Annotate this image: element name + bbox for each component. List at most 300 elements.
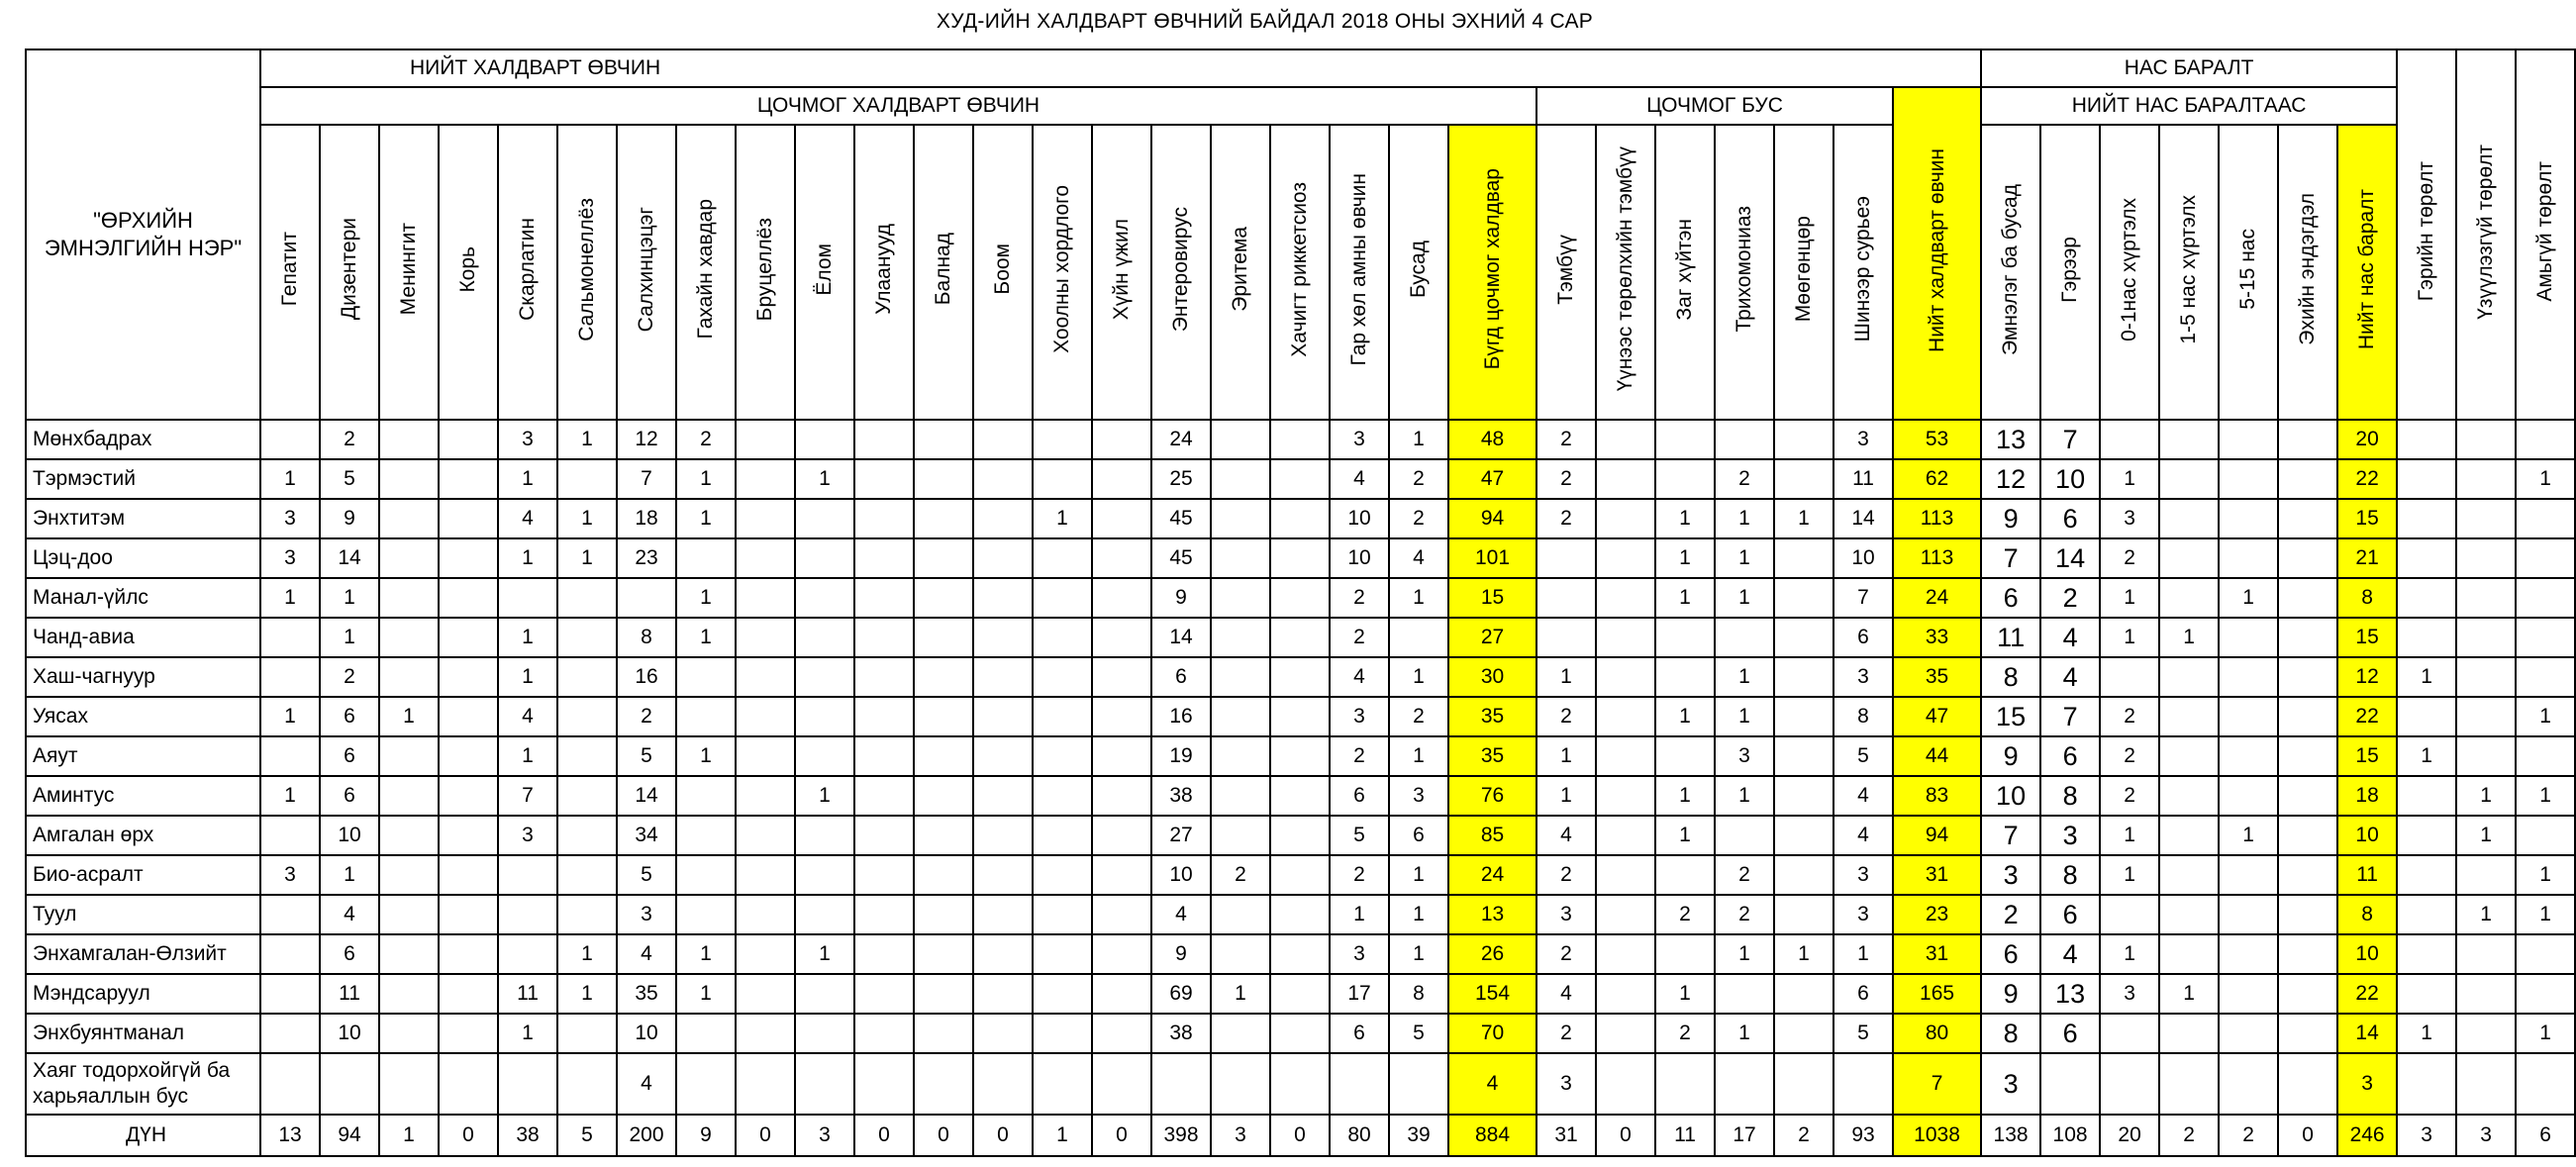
table-cell: [439, 499, 498, 538]
table-cell: 3: [1833, 855, 1893, 895]
table-cell: 34: [617, 816, 676, 855]
table-cell: 5: [557, 1115, 617, 1156]
table-cell: 3: [498, 420, 557, 459]
column-header: [973, 125, 1033, 420]
table-cell: [1655, 934, 1715, 974]
table-cell: [854, 736, 914, 776]
table-cell: 1: [557, 538, 617, 578]
table-cell: [2516, 1053, 2575, 1115]
table-cell: 7: [498, 776, 557, 816]
table-cell: 9: [320, 499, 379, 538]
hospital-name: Энхбуянтманал: [26, 1014, 260, 1053]
table-cell: 1: [1389, 420, 1448, 459]
table-cell: 4: [1389, 538, 1448, 578]
table-cell: [2219, 459, 2278, 499]
table-cell: 17: [1715, 1115, 1774, 1156]
table-cell: [1596, 934, 1655, 974]
hospital-name: Био-асралт: [26, 855, 260, 895]
table-cell: 31: [1536, 1115, 1596, 1156]
table-cell: [439, 538, 498, 578]
table-cell: [1330, 1053, 1389, 1115]
table-cell: 4: [1833, 816, 1893, 855]
table-cell: 2: [1655, 1014, 1715, 1053]
table-cell: 2: [1536, 459, 1596, 499]
table-cell: [914, 697, 973, 736]
table-cell: [1596, 855, 1655, 895]
table-cell: [379, 538, 439, 578]
column-header-label: Салхинцэцэг: [635, 206, 657, 333]
table-cell: 1: [2516, 697, 2575, 736]
table-cell: [2456, 855, 2516, 895]
table-cell: [1092, 459, 1151, 499]
table-cell: 6: [1330, 776, 1389, 816]
table-cell: 45: [1151, 499, 1211, 538]
table-cell: [2397, 459, 2456, 499]
table-cell: [1270, 459, 1330, 499]
table-cell: [557, 855, 617, 895]
table-cell: 9: [1981, 499, 2040, 538]
table-cell: 15: [1981, 697, 2040, 736]
table-cell: [498, 895, 557, 934]
table-cell: 7: [1833, 578, 1893, 618]
hospital-name: Мөнхбадрах: [26, 420, 260, 459]
table-cell: [379, 1053, 439, 1115]
table-cell: [1270, 776, 1330, 816]
table-cell: 10: [1981, 776, 2040, 816]
table-cell: 2: [2159, 1115, 2219, 1156]
table-cell: 8: [1981, 657, 2040, 697]
column-header: [676, 125, 736, 420]
table-cell: [914, 816, 973, 855]
group-nonrash-header: ЦОЧМОГ БУС: [1536, 87, 1893, 125]
table-cell: 80: [1330, 1115, 1389, 1156]
table-cell: 2: [1774, 1115, 1833, 1156]
table-cell: [736, 895, 795, 934]
table-cell: [795, 697, 854, 736]
table-cell: 14: [320, 538, 379, 578]
table-cell: 1: [1774, 499, 1833, 538]
table-cell: 4: [1330, 657, 1389, 697]
table-cell: 200: [617, 1115, 676, 1156]
table-cell: 13: [260, 1115, 320, 1156]
table-cell: 1: [1655, 776, 1715, 816]
table-cell: [2159, 578, 2219, 618]
table-cell: [1211, 816, 1270, 855]
table-cell: 6: [2040, 895, 2100, 934]
table-cell: 4: [1330, 459, 1389, 499]
table-cell: [439, 1014, 498, 1053]
table-cell: [2456, 736, 2516, 776]
table-cell: [498, 1053, 557, 1115]
table-cell: 16: [617, 657, 676, 697]
table-cell: [2397, 776, 2456, 816]
table-cell: [2219, 618, 2278, 657]
table-cell: [260, 618, 320, 657]
table-cell: [914, 499, 973, 538]
table-cell: [1033, 459, 1092, 499]
table-cell: 5: [1833, 1014, 1893, 1053]
column-header: [1893, 87, 1981, 420]
table-cell: 9: [676, 1115, 736, 1156]
table-cell: 35: [617, 974, 676, 1014]
table-cell: 1: [2100, 934, 2159, 974]
table-cell: 2: [1715, 459, 1774, 499]
table-cell: 1: [1655, 816, 1715, 855]
table-cell: [2159, 1014, 2219, 1053]
column-header: [498, 125, 557, 420]
table-cell: [914, 736, 973, 776]
table-cell: 24: [1151, 420, 1211, 459]
table-cell: [557, 776, 617, 816]
column-header: [1092, 125, 1151, 420]
table-cell: 10: [2337, 816, 2397, 855]
table-cell: [379, 776, 439, 816]
table-cell: 18: [617, 499, 676, 538]
table-cell: 48: [1448, 420, 1536, 459]
table-cell: 5: [617, 855, 676, 895]
table-cell: [1211, 934, 1270, 974]
column-header-label: Заг хүйтэн: [1673, 218, 1696, 321]
table-cell: [1536, 618, 1596, 657]
column-header-label: Гахайн хавдар: [694, 199, 717, 340]
table-cell: [439, 974, 498, 1014]
table-cell: [736, 420, 795, 459]
table-cell: 5: [1330, 816, 1389, 855]
table-cell: 15: [1448, 578, 1536, 618]
column-header: [914, 125, 973, 420]
table-cell: [439, 618, 498, 657]
column-header-label: Эхийн эндэгдэл: [2296, 193, 2320, 345]
column-header-label: Үзүүлэзгүй төрөлт: [2474, 144, 2498, 320]
table-cell: [973, 578, 1033, 618]
table-cell: 4: [2040, 657, 2100, 697]
table-cell: 4: [1536, 974, 1596, 1014]
table-cell: 1: [1715, 1014, 1774, 1053]
table-cell: [795, 618, 854, 657]
table-cell: 1: [2516, 1014, 2575, 1053]
table-cell: 35: [1893, 657, 1981, 697]
table-cell: 2: [1389, 697, 1448, 736]
table-cell: [973, 1053, 1033, 1115]
table-cell: [439, 657, 498, 697]
table-cell: 22: [2337, 974, 2397, 1014]
table-cell: [1774, 776, 1833, 816]
table-cell: 1: [2159, 618, 2219, 657]
table-cell: 7: [1981, 816, 2040, 855]
column-header-label: Улаанууд: [872, 224, 895, 315]
table-cell: 13: [1981, 420, 2040, 459]
table-cell: 1: [676, 618, 736, 657]
table-cell: 1: [498, 618, 557, 657]
table-cell: 1: [1715, 578, 1774, 618]
column-header-label: Дизентери: [338, 218, 360, 321]
table-cell: [2219, 1053, 2278, 1115]
table-cell: 4: [320, 895, 379, 934]
table-cell: 1: [2219, 578, 2278, 618]
table-cell: [1092, 855, 1151, 895]
table-cell: 8: [617, 618, 676, 657]
table-cell: 398: [1151, 1115, 1211, 1156]
table-cell: 3: [1833, 895, 1893, 934]
table-cell: [1092, 934, 1151, 974]
table-cell: [1092, 736, 1151, 776]
table-cell: [260, 895, 320, 934]
table-cell: 1: [1655, 538, 1715, 578]
table-cell: 14: [2337, 1014, 2397, 1053]
table-cell: [914, 459, 973, 499]
table-cell: [795, 816, 854, 855]
table-cell: 3: [1981, 1053, 2040, 1115]
table-cell: [1774, 974, 1833, 1014]
table-cell: 10: [1151, 855, 1211, 895]
table-cell: [2100, 1053, 2159, 1115]
table-cell: 14: [2040, 538, 2100, 578]
table-cell: 4: [498, 499, 557, 538]
table-cell: 85: [1448, 816, 1536, 855]
table-cell: [498, 934, 557, 974]
table-cell: 2: [2040, 578, 2100, 618]
table-cell: [676, 538, 736, 578]
table-cell: [973, 499, 1033, 538]
table-cell: [854, 816, 914, 855]
table-row: [26, 934, 2575, 974]
table-cell: [736, 578, 795, 618]
table-cell: [854, 1053, 914, 1115]
table-cell: 3: [2100, 499, 2159, 538]
table-cell: 69: [1151, 974, 1211, 1014]
table-cell: [1033, 934, 1092, 974]
table-cell: 12: [2337, 657, 2397, 697]
table-cell: 1: [2516, 855, 2575, 895]
table-cell: 3: [1833, 657, 1893, 697]
table-cell: 1: [676, 499, 736, 538]
table-cell: [1774, 420, 1833, 459]
table-cell: 24: [1893, 578, 1981, 618]
column-header: [1448, 125, 1536, 420]
table-cell: [2159, 855, 2219, 895]
table-cell: 4: [2040, 618, 2100, 657]
table-cell: [439, 816, 498, 855]
table-cell: 2: [1981, 895, 2040, 934]
column-header-label: Энтеровирус: [1169, 206, 1192, 333]
table-cell: [1270, 974, 1330, 1014]
table-cell: 0: [2278, 1115, 2337, 1156]
table-cell: 1: [795, 776, 854, 816]
table-cell: 9: [1151, 934, 1211, 974]
table-cell: [973, 697, 1033, 736]
table-cell: 7: [2040, 697, 2100, 736]
table-cell: [2278, 776, 2337, 816]
table-cell: [1774, 736, 1833, 776]
column-header: [1033, 125, 1092, 420]
table-cell: [2219, 697, 2278, 736]
table-cell: 1: [320, 578, 379, 618]
table-cell: 1: [1655, 578, 1715, 618]
table-cell: 1: [1536, 736, 1596, 776]
table-cell: 1: [379, 1115, 439, 1156]
table-cell: 10: [2040, 459, 2100, 499]
column-header-label: 5-15 нас: [2236, 229, 2260, 310]
column-header-label: Корь: [456, 245, 479, 293]
hospital-name: Туул: [26, 895, 260, 934]
table-cell: [2100, 420, 2159, 459]
column-header-label: Нийт нас баралт: [2355, 188, 2379, 350]
table-cell: [1715, 816, 1774, 855]
table-cell: [1270, 1014, 1330, 1053]
table-cell: 1: [1536, 657, 1596, 697]
table-cell: 47: [1448, 459, 1536, 499]
table-cell: 10: [617, 1014, 676, 1053]
table-cell: [914, 1014, 973, 1053]
table-cell: 14: [1151, 618, 1211, 657]
table-cell: [2397, 1053, 2456, 1115]
table-cell: [2278, 618, 2337, 657]
column-header: [2337, 125, 2397, 420]
table-cell: 2: [2219, 1115, 2278, 1156]
table-cell: [1596, 657, 1655, 697]
table-cell: [379, 816, 439, 855]
column-header: [1536, 125, 1596, 420]
table-cell: 2: [2100, 776, 2159, 816]
hospital-name: Аминтус: [26, 776, 260, 816]
table-cell: 1: [1389, 578, 1448, 618]
table-cell: [379, 895, 439, 934]
table-cell: [2516, 618, 2575, 657]
table-cell: [676, 816, 736, 855]
hospital-name: Энхамгалан-Өлзийт: [26, 934, 260, 974]
table-cell: 113: [1893, 499, 1981, 538]
hospital-name: Аяут: [26, 736, 260, 776]
table-cell: [2159, 934, 2219, 974]
table-cell: 1: [1389, 855, 1448, 895]
group-rash-header: ЦОЧМОГ ХАЛДВАРТ ӨВЧИН: [260, 87, 1536, 125]
column-header: [260, 125, 320, 420]
table-cell: [2219, 974, 2278, 1014]
table-cell: [1092, 420, 1151, 459]
table-cell: 0: [854, 1115, 914, 1156]
table-cell: [795, 578, 854, 618]
table-cell: [854, 697, 914, 736]
table-cell: [2040, 1053, 2100, 1115]
table-cell: [2456, 934, 2516, 974]
table-cell: 1: [676, 578, 736, 618]
table-cell: 9: [1981, 974, 2040, 1014]
column-header-label: Сальмонеллёз: [575, 197, 598, 341]
table-cell: [1774, 895, 1833, 934]
table-cell: 11: [1981, 618, 2040, 657]
column-header-label: 1-5 нас хүртэлх: [2177, 194, 2201, 344]
table-cell: 108: [2040, 1115, 2100, 1156]
table-cell: [1270, 1053, 1330, 1115]
table-cell: [1270, 816, 1330, 855]
table-cell: [2159, 816, 2219, 855]
table-cell: [1536, 578, 1596, 618]
column-header: [2040, 125, 2100, 420]
table-cell: 2: [1330, 855, 1389, 895]
table-cell: 2: [1536, 697, 1596, 736]
table-cell: 884: [1448, 1115, 1536, 1156]
column-header-label: Гар хөл амны өвчин: [1347, 172, 1370, 366]
table-cell: [1774, 459, 1833, 499]
table-cell: [557, 816, 617, 855]
table-cell: 246: [2337, 1115, 2397, 1156]
table-cell: 11: [320, 974, 379, 1014]
column-header-label: 0-1нас хүртэлх: [2118, 197, 2141, 341]
table-row: [26, 895, 2575, 934]
table-cell: 93: [1833, 1115, 1893, 1156]
table-cell: 15: [2337, 499, 2397, 538]
table-cell: [854, 895, 914, 934]
table-cell: 3: [795, 1115, 854, 1156]
table-cell: [2456, 420, 2516, 459]
table-cell: 6: [320, 697, 379, 736]
table-cell: 3: [1981, 855, 2040, 895]
table-cell: 38: [1151, 1014, 1211, 1053]
table-cell: 35: [1448, 697, 1536, 736]
table-cell: [1033, 816, 1092, 855]
table-cell: 6: [320, 776, 379, 816]
table-cell: 165: [1893, 974, 1981, 1014]
table-cell: 0: [736, 1115, 795, 1156]
hospital-name-header: "ӨРХИЙН ЭМНЭЛГИЙН НЭР": [26, 49, 260, 420]
table-cell: [2516, 934, 2575, 974]
table-cell: [1092, 499, 1151, 538]
table-cell: 2: [1536, 420, 1596, 459]
table-cell: [1270, 697, 1330, 736]
table-cell: 80: [1893, 1014, 1981, 1053]
table-cell: [1092, 974, 1151, 1014]
table-cell: [914, 420, 973, 459]
table-cell: 1: [676, 736, 736, 776]
table-cell: [2456, 1053, 2516, 1115]
table-cell: [2278, 578, 2337, 618]
table-cell: 23: [1893, 895, 1981, 934]
table-cell: 5: [617, 736, 676, 776]
column-header-label: Скарлатин: [516, 218, 539, 321]
table-cell: [1033, 538, 1092, 578]
column-header-label: Балнад: [932, 233, 954, 306]
table-cell: [2456, 697, 2516, 736]
table-cell: 47: [1893, 697, 1981, 736]
table-cell: [2278, 1014, 2337, 1053]
table-cell: [1270, 618, 1330, 657]
table-cell: 2: [1715, 855, 1774, 895]
column-header-label: Бусад: [1407, 240, 1430, 299]
table-cell: 62: [1893, 459, 1981, 499]
table-cell: 6: [1833, 618, 1893, 657]
table-cell: [1211, 1053, 1270, 1115]
table-cell: 2: [2100, 736, 2159, 776]
table-cell: 3: [1330, 934, 1389, 974]
table-cell: [795, 657, 854, 697]
table-cell: 1: [1715, 934, 1774, 974]
table-cell: [379, 499, 439, 538]
table-cell: 2: [1389, 459, 1448, 499]
table-cell: [2516, 420, 2575, 459]
table-cell: [1655, 657, 1715, 697]
table-cell: 1: [260, 578, 320, 618]
table-cell: 2: [1655, 895, 1715, 934]
table-cell: 31: [1893, 855, 1981, 895]
table-cell: [973, 459, 1033, 499]
table-cell: [379, 736, 439, 776]
table-cell: [1596, 459, 1655, 499]
table-cell: 45: [1151, 538, 1211, 578]
table-cell: 7: [2040, 420, 2100, 459]
hospital-name: Тэрмэстий: [26, 459, 260, 499]
table-cell: [736, 657, 795, 697]
table-cell: 10: [1330, 499, 1389, 538]
